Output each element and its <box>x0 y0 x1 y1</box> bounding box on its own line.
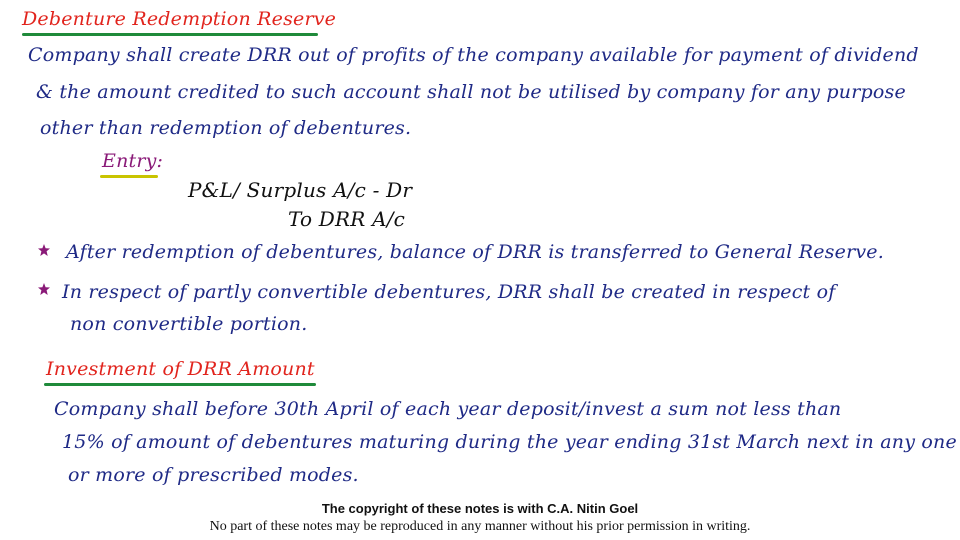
bullet-2-text-line-2: non convertible portion. <box>70 313 308 335</box>
reproduction-notice: No part of these notes may be reproduced in any manner without his prior permission in writing. <box>209 519 751 534</box>
investment-text-line-3: or more of prescribed modes. <box>68 464 359 486</box>
investment-text-line-1: Company shall before 30th April of each year deposit/invest a sum not less than <box>54 398 842 420</box>
drr-text-line-2: & the amount credited to such account shall not be utilised by company for any purpose <box>36 81 906 103</box>
section-heading-drr: Debenture Redemption Reserve <box>22 8 337 30</box>
heading-underline <box>22 33 318 36</box>
bullet-star-icon <box>38 283 50 295</box>
investment-text-line-2: 15% of amount of debentures maturing during the year ending 31st March next in any one <box>62 431 957 453</box>
drr-text-line-3: other than redemption of debentures. <box>40 117 412 139</box>
section-heading-investment: Investment of DRR Amount <box>46 358 315 380</box>
copyright-notice: The copyright of these notes is with C.A. Nitin Goel <box>321 501 639 516</box>
bullet-star-icon <box>38 244 50 256</box>
entry-label-underline <box>100 175 158 178</box>
heading-underline <box>44 383 316 386</box>
journal-debit-line: P&L/ Surplus A/c - Dr <box>188 178 413 202</box>
drr-text-line-1: Company shall create DRR out of profits of the company available for payment of dividend <box>28 44 919 66</box>
journal-credit-line: To DRR A/c <box>288 207 406 231</box>
entry-label: Entry: <box>102 150 164 172</box>
bullet-1-text: After redemption of debentures, balance of DRR is transferred to General Reserve. <box>66 241 884 263</box>
bullet-2-text-line-1: In respect of partly convertible debentures, DRR shall be created in respect of <box>62 281 836 303</box>
